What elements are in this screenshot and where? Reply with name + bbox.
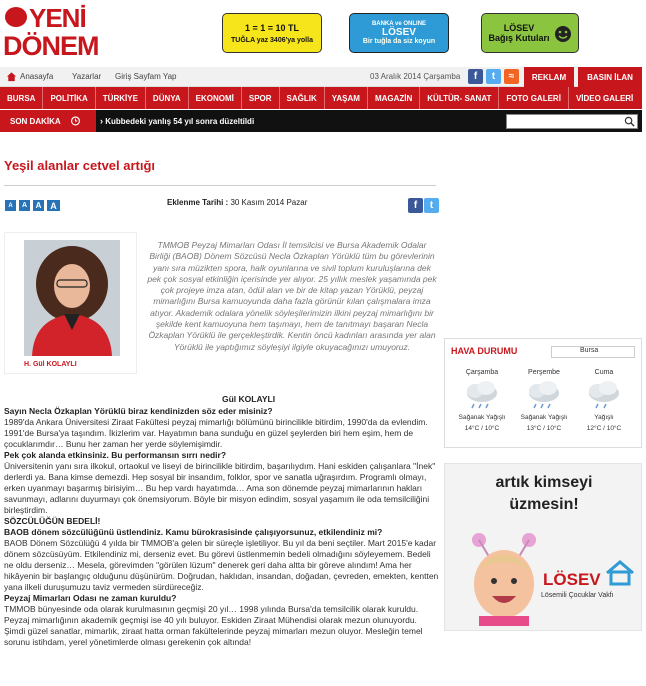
weather-widget [444, 338, 642, 448]
reklam-button[interactable]: REKLAM [524, 67, 574, 87]
ad-losev-online[interactable] [349, 13, 449, 53]
photo-caption: H. Gül KOLAYLI [24, 361, 77, 368]
losev-subtitle: Lösemili Çocuklar Vakfı [541, 592, 614, 599]
author-photo-frame [4, 232, 137, 374]
weather-day [451, 369, 513, 432]
link-yazarlar[interactable]: Yazarlar [72, 72, 102, 81]
nav-item-kultur-sanat[interactable]: KÜLTÜR- SANAT [420, 87, 499, 109]
logo-globe-icon [5, 7, 27, 27]
interview-question: Peyzaj Mimarları Odası ne zaman kuruldu? [4, 593, 177, 603]
breaking-news-headline[interactable]: › Kubbedeki yanlış 54 yıl sonra düzeltildi [100, 116, 255, 126]
share-twitter-icon[interactable]: t [424, 198, 439, 213]
weather-temp: 12°C / 10°C [586, 425, 622, 432]
logo-line1: YENİ [29, 3, 86, 33]
home-icon[interactable] [6, 71, 17, 82]
logo-line2: DÖNEM [3, 31, 99, 61]
nav-item-dunya[interactable]: DÜNYA [146, 87, 189, 109]
nav-item-foto-galeri[interactable]: FOTO GALERİ [499, 87, 569, 109]
font-size-medium-button[interactable]: A [33, 200, 44, 211]
nav-item-bursa[interactable]: BURSA [0, 87, 43, 109]
nav-item-saglik[interactable]: SAĞLIK [280, 87, 325, 109]
ad-losev-online-line1: BANKA ve ONLINE [371, 21, 427, 27]
rain-cloud-icon [584, 380, 624, 410]
rss-icon[interactable]: ≈ [504, 69, 519, 84]
weather-day [573, 369, 635, 432]
son-dakika-text: SON DAKİKA [10, 116, 61, 126]
weather-day-name: Cuma [594, 369, 614, 376]
ad-tugla[interactable] [222, 13, 322, 53]
rain-cloud-icon [462, 380, 502, 410]
losev-ad-line1: artık kimseyi [495, 474, 593, 491]
facebook-icon[interactable]: f [468, 69, 483, 84]
ad-losev-kutu-line1: LÖSEV [503, 23, 535, 33]
ad-losev-online-line3: Bir tuğla da siz koyun [362, 38, 436, 45]
nav-item-yasam[interactable]: YAŞAM [325, 87, 368, 109]
alarm-clock-icon [70, 115, 81, 126]
article-intro: TMMOB Peyzaj Mimarları Odası İl temsilcisi ve Bursa Akademik Odalar Birliği (BAOB) Dönem Sözcüsü Necla Özkaplan Yörüklü tüm bu görevlerinin yanı sıra müzikten spora, halk oyunlarına ve sivil toplum kuruluşlarına dek pek çok sosyal etkinliğin içerisinde yer alıyor. 25 yıllık meslek yaşamında pek çok projeye imza atan, ödül alan ve bir de kitap yazan Yörüklü, peyzaj mimarlığını Bursa kamuoyunda daha fazla görünür kılan çalışmalara imza atıyor. Akademik odalara yönelik söyleşilerimizin ilkini peyzaj mimarlığını bir şekilde kent kamuoyuna hem taşımayı, hem de tanıtmayı başaran Necla Özkaplan Yörüklü ile gerçekleştirdik. Kentin öncü kadınları arasında yer alan Yörüklü ile yaptığımız söyleşiyi ilgiyle okuyacağınızı umuyoruz. [147, 240, 437, 352]
breaking-news-bar [0, 110, 642, 132]
title-divider [4, 185, 436, 186]
ad-losev-kutu-line2: Bağış Kutuları [488, 33, 550, 43]
nav-item-politika[interactable]: POLİTİKA [43, 87, 95, 109]
ad-losev-kutu[interactable] [481, 13, 579, 53]
weather-title-rest: DURUMU [474, 346, 518, 356]
publish-date-value: 30 Kasım 2014 Pazar [230, 198, 308, 207]
font-size-large-button[interactable]: A [47, 200, 60, 211]
weather-status: Sağanak Yağışlı [458, 414, 506, 421]
interview-question: Sayın Necla Özkaplan Yörüklü biraz kendinizden söz eder misiniz? [4, 406, 273, 416]
weather-day-name: Perşembe [528, 369, 560, 376]
child-image [459, 526, 549, 626]
rain-cloud-icon [524, 380, 564, 410]
link-anasayfa[interactable]: Anasayfa [20, 72, 54, 81]
interview-question: BAOB dönem sözcülüğünü üstlendiniz. Kamu bürokrasisinde çalışıyorsunuz, etkilendiniz mi? [4, 527, 383, 537]
site-logo[interactable] [3, 3, 115, 63]
interview-question: SÖZCÜLÜĞÜN BEDELİ! [4, 516, 101, 526]
breaking-news-text: Kubbedeki yanlış 54 yıl sonra düzeltildi [105, 117, 255, 126]
ad-losev-online-line2: LÖSEV [382, 27, 416, 38]
weather-status: Yağışlı [594, 414, 614, 421]
publish-date [167, 198, 307, 207]
weather-city-select[interactable]: Bursa [551, 346, 635, 358]
top-bar [0, 67, 642, 87]
nav-item-turkiye[interactable]: TÜRKİYE [96, 87, 146, 109]
font-size-smaller-button[interactable]: A [5, 200, 16, 211]
weather-day [513, 369, 575, 432]
weather-temp: 13°C / 10°C [526, 425, 562, 432]
publish-date-label: Eklenme Tarihi : [167, 198, 229, 207]
interview-question: Pek çok alanda etkinsiniz. Bu performansın sırrı nedir? [4, 450, 227, 460]
nav-item-spor[interactable]: SPOR [242, 87, 280, 109]
losev-banner-ad[interactable] [444, 463, 642, 631]
author-photo [24, 240, 120, 356]
article-body [4, 406, 440, 648]
nav-item-ekonomi[interactable]: EKONOMİ [189, 87, 242, 109]
ad-tugla-line1: 1 = 1 = 10 TL [244, 22, 300, 33]
losev-logo: LÖSEV [543, 570, 601, 589]
twitter-icon[interactable]: t [486, 69, 501, 84]
link-giris-sayfam-yap[interactable]: Giriş Sayfam Yap [115, 72, 177, 81]
interview-answer: BAOB Dönem Sözcülüğü 4 yılda bir TMMOB'a gelen bir süreçle işletiliyor. Bu yıl da beni seçtiler. Mart 2015'e kadar dönem sözcüsüyüm. Etkilendiniz mi, derseniz evet. Bu görevi üstlenmemin bedeli olmadığını söyleyemem. Bedeli ne oldu derseniz… Mesela, görevimden "görülen lüzum" denerek geri daha altta bir göreve alındım! Ama her hikâyenin bir başlangıç olduğunu düşünürüm. Doğrudan, haklıdan, insandan, doğadan, çevreden, emekten, kentten yana ilkeli duruşumuzu taviz vermeden sürdüreceğiz. [4, 538, 439, 592]
article-title: Yeşil alanlar cetvel artığı [4, 158, 156, 173]
search-input[interactable] [506, 114, 638, 129]
article-author: Gül KOLAYLI [222, 394, 276, 404]
nav-item-video-galeri[interactable]: VİDEO GALERİ [575, 93, 634, 103]
font-size-small-button[interactable]: A [19, 200, 30, 211]
son-dakika-label [0, 110, 96, 132]
main-nav [0, 87, 642, 109]
nav-item-magazin[interactable]: MAGAZİN [368, 87, 420, 109]
basin-ilan-button[interactable]: BASIN İLAN [578, 67, 642, 87]
interview-answer: 1989'da Ankara Üniversitesi Ziraat Fakültesi peyzaj mimarlığı bölümünü birincilikle bitirdim, 1990'da da evlendim. 1991'de Bursa'ya taşındım. İkizlerim var. Hayatımın bana sunduğu en güzel şeylerden biri hem eşim, hem de çocuklarımdır… Bunu her zaman her yerde söylemişimdir. [4, 417, 428, 449]
ad-tugla-line2: TUĞLA yaz 3406'ya yolla [231, 36, 313, 44]
weather-title-red: HAVA [451, 346, 475, 356]
weather-temp: 14°C / 10°C [464, 425, 500, 432]
losev-house-icon [605, 560, 635, 586]
interview-answer: TMMOB bünyesinde oda olarak kurulmasının geçmişi 20 yıl… 1998 yılında Bursa'da temsilcilik olarak kuruldu. Peyzaj mimarlığının akademik geçmişi ise 40 yılı buluyor. Eskiden Ziraat Mühendisi olarak mezun olunuyordu. Şimdi güzel sanatlar, mimarlık, ziraat hatta orman fakültelerinde peyzaj mimarları mezun oluyor. Mesleğin temel sorunu istihdam, yerel yönetimlerde olması gerekenin çok altında! [4, 604, 423, 647]
losev-ad-line2: üzmesin! [509, 496, 579, 513]
weather-day-name: Çarşamba [465, 369, 499, 376]
weather-status: Sağanak Yağışlı [520, 414, 568, 421]
smiley-icon [554, 25, 572, 43]
interview-answer: Üniversitenin yanı sıra ilkokul, ortaokul ve liseyi de birincilikle bitirdim, başarılıydım. Hani eskiden çalışanlara "İnek" derlerdi ya. Bana kimse demezdi. Hep sosyal bir insandım, folklor, spor ve sanatla uğraşırdım. Programlı olmayı, erken uyanmayı başarmış birisiyim… Bu hep vardı hayatımda… Ama son dönemde peyzaj mimarlarının hakları savunmayı, adlarını duyurmayı çok önemsiyorum. Böyle bir misyon edindim, sosyal yaşamım ile oda temsilciliğini birleştirdim. [4, 461, 436, 515]
search-icon[interactable] [624, 116, 635, 127]
current-date: 03 Aralık 2014 Çarşamba [370, 72, 461, 81]
weather-title [451, 346, 517, 356]
share-facebook-icon[interactable]: f [408, 198, 423, 213]
